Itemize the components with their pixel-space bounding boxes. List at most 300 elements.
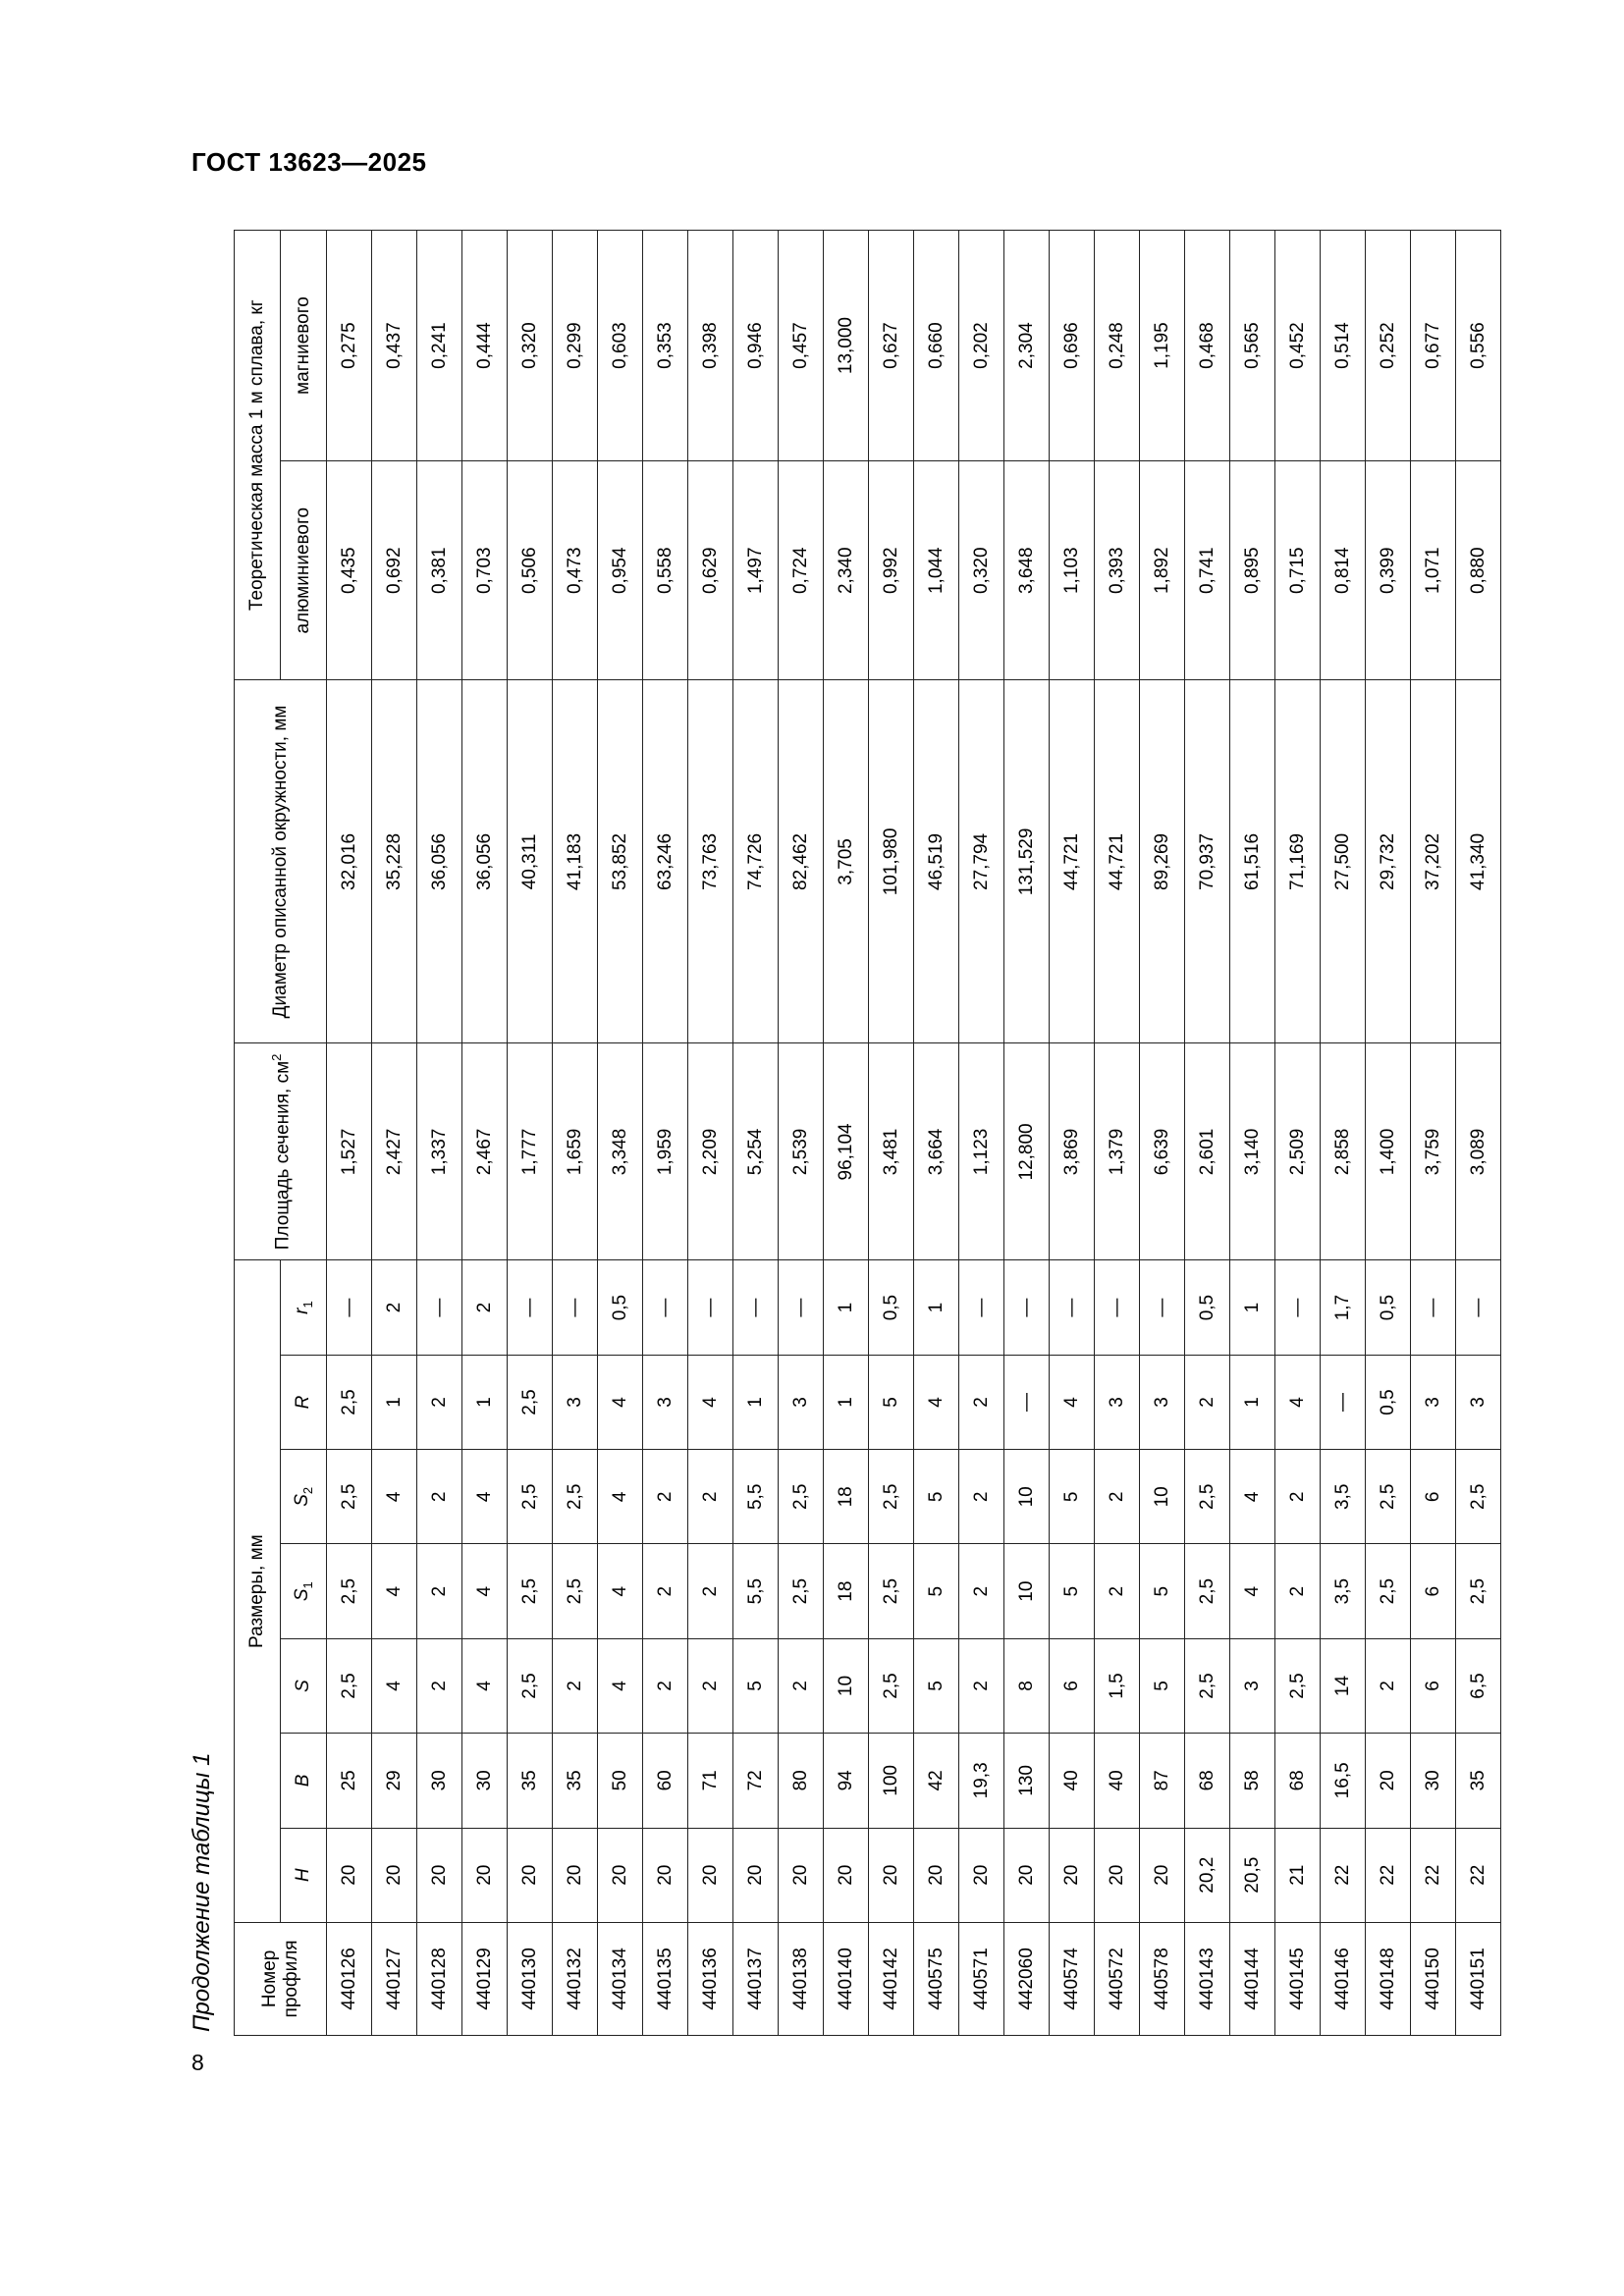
cell-S: 5 xyxy=(914,1638,959,1733)
cell-R: 4 xyxy=(1050,1355,1095,1449)
cell-r1: — xyxy=(1456,1260,1501,1355)
cell-S: 2 xyxy=(553,1638,598,1733)
cell-B: 71 xyxy=(688,1734,733,1828)
cell-diam: 41,183 xyxy=(553,680,598,1043)
cell-r1: 2 xyxy=(462,1260,508,1355)
cell-num: 440572 xyxy=(1095,1922,1140,2035)
cell-r1: — xyxy=(1095,1260,1140,1355)
cell-num: 440146 xyxy=(1321,1922,1366,2035)
cell-area: 1,959 xyxy=(643,1043,688,1260)
header-r1-base: r xyxy=(292,1308,313,1314)
header-area xyxy=(235,1043,327,1260)
cell-S1: 4 xyxy=(372,1544,417,1638)
cell-H: 20 xyxy=(643,1828,688,1922)
cell-B: 80 xyxy=(779,1734,824,1828)
cell-num: 440137 xyxy=(733,1922,779,2035)
cell-al: 0,741 xyxy=(1185,461,1230,680)
cell-r1: — xyxy=(688,1260,733,1355)
header-R: R xyxy=(281,1355,327,1449)
cell-S2: 2 xyxy=(1095,1450,1140,1544)
cell-S1: 2 xyxy=(417,1544,462,1638)
cell-R: 1 xyxy=(824,1355,869,1449)
cell-al: 0,814 xyxy=(1321,461,1366,680)
cell-R: 0,5 xyxy=(1366,1355,1411,1449)
cell-R: 1 xyxy=(462,1355,508,1449)
cell-R: 3 xyxy=(553,1355,598,1449)
cell-H: 22 xyxy=(1321,1828,1366,1922)
cell-S2: 4 xyxy=(1230,1450,1275,1544)
cell-diam: 61,516 xyxy=(1230,680,1275,1043)
cell-num: 440145 xyxy=(1275,1922,1321,2035)
cell-H: 20 xyxy=(779,1828,824,1922)
table-row xyxy=(417,231,462,2036)
table-body xyxy=(327,231,1501,2036)
cell-diam: 46,519 xyxy=(914,680,959,1043)
cell-S: 2 xyxy=(643,1638,688,1733)
cell-R: 3 xyxy=(1411,1355,1456,1449)
header-S2-sub: 2 xyxy=(299,1486,315,1495)
cell-B: 40 xyxy=(1095,1734,1140,1828)
cell-r1: — xyxy=(327,1260,372,1355)
table-row xyxy=(1456,231,1501,2036)
cell-r1: — xyxy=(1050,1260,1095,1355)
cell-S1: 2,5 xyxy=(508,1544,553,1638)
cell-B: 42 xyxy=(914,1734,959,1828)
cell-R: — xyxy=(1004,1355,1050,1449)
cell-R: 1 xyxy=(372,1355,417,1449)
cell-num: 440129 xyxy=(462,1922,508,2035)
table-row xyxy=(643,231,688,2036)
cell-al: 1,071 xyxy=(1411,461,1456,680)
table-row xyxy=(1321,231,1366,2036)
cell-diam: 89,269 xyxy=(1140,680,1185,1043)
cell-S: 2,5 xyxy=(508,1638,553,1733)
table-container xyxy=(234,230,1489,2036)
cell-B: 68 xyxy=(1275,1734,1321,1828)
cell-num: 440132 xyxy=(553,1922,598,2035)
cell-al: 1,044 xyxy=(914,461,959,680)
cell-S1: 18 xyxy=(824,1544,869,1638)
cell-S2: 10 xyxy=(1140,1450,1185,1544)
cell-B: 25 xyxy=(327,1734,372,1828)
cell-area: 1,123 xyxy=(959,1043,1004,1260)
cell-al: 0,629 xyxy=(688,461,733,680)
cell-R: 1 xyxy=(733,1355,779,1449)
cell-B: 40 xyxy=(1050,1734,1095,1828)
cell-H: 20 xyxy=(959,1828,1004,1922)
cell-r1: — xyxy=(779,1260,824,1355)
cell-al: 0,715 xyxy=(1275,461,1321,680)
cell-B: 72 xyxy=(733,1734,779,1828)
cell-B: 94 xyxy=(824,1734,869,1828)
cell-area: 2,467 xyxy=(462,1043,508,1260)
cell-S1: 2 xyxy=(643,1544,688,1638)
header-S: S xyxy=(281,1638,327,1733)
cell-area: 6,639 xyxy=(1140,1043,1185,1260)
cell-num: 440151 xyxy=(1456,1922,1501,2035)
cell-H: 20 xyxy=(508,1828,553,1922)
cell-H: 20,2 xyxy=(1185,1828,1230,1922)
table-row xyxy=(733,231,779,2036)
cell-r1: — xyxy=(959,1260,1004,1355)
cell-al: 0,895 xyxy=(1230,461,1275,680)
cell-S: 10 xyxy=(824,1638,869,1733)
cell-S1: 2 xyxy=(959,1544,1004,1638)
cell-al: 0,703 xyxy=(462,461,508,680)
cell-R: 4 xyxy=(598,1355,643,1449)
header-area-text: Площадь сечения, см xyxy=(272,1060,294,1251)
cell-R: 3 xyxy=(1095,1355,1140,1449)
cell-B: 30 xyxy=(462,1734,508,1828)
cell-al: 0,880 xyxy=(1456,461,1501,680)
cell-diam: 131,529 xyxy=(1004,680,1050,1043)
table-row xyxy=(914,231,959,2036)
table-row xyxy=(1050,231,1095,2036)
cell-S2: 2,5 xyxy=(327,1450,372,1544)
cell-diam: 63,246 xyxy=(643,680,688,1043)
cell-S1: 2,5 xyxy=(1185,1544,1230,1638)
cell-S: 4 xyxy=(462,1638,508,1733)
cell-S2: 2,5 xyxy=(869,1450,914,1544)
cell-S1: 2,5 xyxy=(553,1544,598,1638)
cell-r1: — xyxy=(643,1260,688,1355)
cell-S1: 5,5 xyxy=(733,1544,779,1638)
cell-num: 440136 xyxy=(688,1922,733,2035)
cell-H: 20 xyxy=(553,1828,598,1922)
cell-B: 19,3 xyxy=(959,1734,1004,1828)
cell-S2: 2 xyxy=(688,1450,733,1544)
cell-r1: — xyxy=(553,1260,598,1355)
cell-diam: 73,763 xyxy=(688,680,733,1043)
cell-S1: 4 xyxy=(462,1544,508,1638)
cell-al: 1,892 xyxy=(1140,461,1185,680)
cell-S: 6,5 xyxy=(1456,1638,1501,1733)
cell-area: 1,337 xyxy=(417,1043,462,1260)
cell-R: 1 xyxy=(1230,1355,1275,1449)
cell-R: 4 xyxy=(688,1355,733,1449)
cell-num: 440127 xyxy=(372,1922,417,2035)
profiles-table xyxy=(234,230,1501,2036)
header-S2-base: S xyxy=(292,1494,313,1507)
cell-num: 440574 xyxy=(1050,1922,1095,2035)
cell-S1: 5 xyxy=(1140,1544,1185,1638)
cell-diam: 41,340 xyxy=(1456,680,1501,1043)
table-caption: Продолжение таблицы 1 xyxy=(189,1752,215,2032)
cell-area: 2,209 xyxy=(688,1043,733,1260)
cell-area: 3,140 xyxy=(1230,1043,1275,1260)
table-row xyxy=(1140,231,1185,2036)
cell-R: 3 xyxy=(1456,1355,1501,1449)
cell-r1: 1 xyxy=(1230,1260,1275,1355)
document-header: ГОСТ 13623—2025 xyxy=(191,147,427,177)
cell-R: 3 xyxy=(643,1355,688,1449)
cell-H: 21 xyxy=(1275,1828,1321,1922)
cell-r1: 1,7 xyxy=(1321,1260,1366,1355)
cell-r1: — xyxy=(508,1260,553,1355)
cell-S1: 2,5 xyxy=(327,1544,372,1638)
cell-r1: 0,5 xyxy=(598,1260,643,1355)
cell-area: 2,539 xyxy=(779,1043,824,1260)
cell-S: 8 xyxy=(1004,1638,1050,1733)
cell-mg: 0,457 xyxy=(779,231,824,461)
table-row xyxy=(462,231,508,2036)
cell-R: 4 xyxy=(1275,1355,1321,1449)
cell-S2: 2 xyxy=(1275,1450,1321,1544)
cell-diam: 53,852 xyxy=(598,680,643,1043)
cell-mg: 0,627 xyxy=(869,231,914,461)
cell-H: 20 xyxy=(598,1828,643,1922)
cell-diam: 70,937 xyxy=(1185,680,1230,1043)
cell-S2: 2,5 xyxy=(1185,1450,1230,1544)
cell-num: 440571 xyxy=(959,1922,1004,2035)
cell-B: 68 xyxy=(1185,1734,1230,1828)
table-row xyxy=(1366,231,1411,2036)
cell-al: 0,473 xyxy=(553,461,598,680)
cell-H: 20 xyxy=(417,1828,462,1922)
table-row xyxy=(508,231,553,2036)
cell-S1: 5 xyxy=(1050,1544,1095,1638)
cell-area: 3,481 xyxy=(869,1043,914,1260)
cell-R: 2,5 xyxy=(508,1355,553,1449)
cell-al: 3,648 xyxy=(1004,461,1050,680)
cell-diam: 3,705 xyxy=(824,680,869,1043)
cell-H: 20,5 xyxy=(1230,1828,1275,1922)
cell-diam: 44,721 xyxy=(1050,680,1095,1043)
cell-S2: 2 xyxy=(959,1450,1004,1544)
cell-al: 1,103 xyxy=(1050,461,1095,680)
cell-B: 20 xyxy=(1366,1734,1411,1828)
table-row xyxy=(1275,231,1321,2036)
cell-area: 3,759 xyxy=(1411,1043,1456,1260)
table-row xyxy=(688,231,733,2036)
cell-B: 35 xyxy=(1456,1734,1501,1828)
cell-S2: 2,5 xyxy=(779,1450,824,1544)
cell-r1: 1 xyxy=(824,1260,869,1355)
cell-H: 20 xyxy=(372,1828,417,1922)
header-S1-sub: 1 xyxy=(299,1581,315,1589)
cell-diam: 40,311 xyxy=(508,680,553,1043)
cell-H: 22 xyxy=(1411,1828,1456,1922)
cell-al: 0,320 xyxy=(959,461,1004,680)
cell-area: 2,427 xyxy=(372,1043,417,1260)
cell-S: 6 xyxy=(1050,1638,1095,1733)
cell-B: 29 xyxy=(372,1734,417,1828)
cell-r1: 0,5 xyxy=(869,1260,914,1355)
table-row xyxy=(959,231,1004,2036)
cell-H: 20 xyxy=(327,1828,372,1922)
cell-r1: — xyxy=(1275,1260,1321,1355)
cell-S2: 6 xyxy=(1411,1450,1456,1544)
cell-R: 2 xyxy=(1185,1355,1230,1449)
cell-H: 22 xyxy=(1456,1828,1501,1922)
cell-S: 2,5 xyxy=(1275,1638,1321,1733)
cell-S1: 4 xyxy=(598,1544,643,1638)
cell-R: 3 xyxy=(1140,1355,1185,1449)
cell-mg: 0,603 xyxy=(598,231,643,461)
cell-S2: 5 xyxy=(1050,1450,1095,1544)
cell-H: 20 xyxy=(688,1828,733,1922)
cell-al: 0,992 xyxy=(869,461,914,680)
cell-S1: 2,5 xyxy=(1366,1544,1411,1638)
cell-B: 60 xyxy=(643,1734,688,1828)
header-area-sup: 2 xyxy=(269,1053,285,1061)
cell-S2: 2 xyxy=(417,1450,462,1544)
cell-S1: 4 xyxy=(1230,1544,1275,1638)
cell-r1: 2 xyxy=(372,1260,417,1355)
table-row xyxy=(1185,231,1230,2036)
page-number: 8 xyxy=(191,2050,204,2075)
cell-S: 2,5 xyxy=(869,1638,914,1733)
cell-r1: — xyxy=(733,1260,779,1355)
cell-al: 0,399 xyxy=(1366,461,1411,680)
cell-B: 30 xyxy=(417,1734,462,1828)
cell-S: 2,5 xyxy=(1185,1638,1230,1733)
cell-area: 1,400 xyxy=(1366,1043,1411,1260)
cell-area: 2,601 xyxy=(1185,1043,1230,1260)
cell-mg: 0,320 xyxy=(508,231,553,461)
cell-diam: 82,462 xyxy=(779,680,824,1043)
cell-S2: 10 xyxy=(1004,1450,1050,1544)
cell-al: 0,435 xyxy=(327,461,372,680)
cell-R: — xyxy=(1321,1355,1366,1449)
cell-B: 35 xyxy=(553,1734,598,1828)
table-row xyxy=(327,231,372,2036)
cell-R: 2 xyxy=(959,1355,1004,1449)
header-r1 xyxy=(281,1260,327,1355)
cell-area: 5,254 xyxy=(733,1043,779,1260)
cell-S2: 2,5 xyxy=(553,1450,598,1544)
cell-S1: 5 xyxy=(914,1544,959,1638)
cell-diam: 101,980 xyxy=(869,680,914,1043)
cell-R: 3 xyxy=(779,1355,824,1449)
cell-S2: 2,5 xyxy=(508,1450,553,1544)
cell-diam: 27,794 xyxy=(959,680,1004,1043)
cell-al: 0,393 xyxy=(1095,461,1140,680)
cell-S: 1,5 xyxy=(1095,1638,1140,1733)
cell-area: 3,348 xyxy=(598,1043,643,1260)
table-row xyxy=(1230,231,1275,2036)
cell-H: 20 xyxy=(824,1828,869,1922)
cell-al: 0,506 xyxy=(508,461,553,680)
cell-H: 20 xyxy=(1004,1828,1050,1922)
cell-S: 3 xyxy=(1230,1638,1275,1733)
cell-S: 4 xyxy=(372,1638,417,1733)
cell-area: 1,527 xyxy=(327,1043,372,1260)
cell-S1: 2,5 xyxy=(779,1544,824,1638)
cell-mg: 0,299 xyxy=(553,231,598,461)
cell-S2: 4 xyxy=(372,1450,417,1544)
cell-S2: 3,5 xyxy=(1321,1450,1366,1544)
cell-S: 2 xyxy=(779,1638,824,1733)
cell-mg: 0,677 xyxy=(1411,231,1456,461)
cell-mg: 0,444 xyxy=(462,231,508,461)
cell-B: 35 xyxy=(508,1734,553,1828)
cell-num: 440126 xyxy=(327,1922,372,2035)
cell-H: 20 xyxy=(1050,1828,1095,1922)
cell-S1: 2,5 xyxy=(1456,1544,1501,1638)
cell-S: 6 xyxy=(1411,1638,1456,1733)
header-S2 xyxy=(281,1450,327,1544)
cell-diam: 37,202 xyxy=(1411,680,1456,1043)
cell-R: 5 xyxy=(869,1355,914,1449)
cell-al: 2,340 xyxy=(824,461,869,680)
cell-area: 1,659 xyxy=(553,1043,598,1260)
cell-S2: 2 xyxy=(643,1450,688,1544)
cell-S: 4 xyxy=(598,1638,643,1733)
cell-S2: 4 xyxy=(598,1450,643,1544)
cell-B: 16,5 xyxy=(1321,1734,1366,1828)
cell-diam: 32,016 xyxy=(327,680,372,1043)
cell-S: 2 xyxy=(417,1638,462,1733)
table-row xyxy=(824,231,869,2036)
cell-mg: 0,241 xyxy=(417,231,462,461)
cell-area: 2,858 xyxy=(1321,1043,1366,1260)
cell-S: 2,5 xyxy=(327,1638,372,1733)
cell-mg: 0,565 xyxy=(1230,231,1275,461)
cell-H: 22 xyxy=(1366,1828,1411,1922)
table-row xyxy=(1411,231,1456,2036)
cell-diam: 71,169 xyxy=(1275,680,1321,1043)
cell-al: 0,381 xyxy=(417,461,462,680)
cell-mg: 0,696 xyxy=(1050,231,1095,461)
table-row xyxy=(598,231,643,2036)
cell-S2: 5 xyxy=(914,1450,959,1544)
cell-r1: — xyxy=(1140,1260,1185,1355)
cell-al: 0,954 xyxy=(598,461,643,680)
cell-H: 20 xyxy=(733,1828,779,1922)
table-row xyxy=(779,231,824,2036)
cell-H: 20 xyxy=(914,1828,959,1922)
cell-R: 2 xyxy=(417,1355,462,1449)
cell-area: 3,664 xyxy=(914,1043,959,1260)
cell-S1: 3,5 xyxy=(1321,1544,1366,1638)
cell-S2: 4 xyxy=(462,1450,508,1544)
cell-S: 14 xyxy=(1321,1638,1366,1733)
cell-mg: 0,275 xyxy=(327,231,372,461)
cell-r1: — xyxy=(1411,1260,1456,1355)
cell-mg: 1,195 xyxy=(1140,231,1185,461)
cell-H: 20 xyxy=(1140,1828,1185,1922)
cell-mg: 0,514 xyxy=(1321,231,1366,461)
cell-diam: 29,732 xyxy=(1366,680,1411,1043)
cell-num: 440135 xyxy=(643,1922,688,2035)
cell-num: 440143 xyxy=(1185,1922,1230,2035)
cell-S1: 2 xyxy=(688,1544,733,1638)
cell-area: 3,869 xyxy=(1050,1043,1095,1260)
table-row xyxy=(869,231,914,2036)
cell-area: 3,089 xyxy=(1456,1043,1501,1260)
cell-r1: — xyxy=(417,1260,462,1355)
cell-B: 100 xyxy=(869,1734,914,1828)
table-row xyxy=(1095,231,1140,2036)
cell-S1: 10 xyxy=(1004,1544,1050,1638)
cell-r1: 0,5 xyxy=(1185,1260,1230,1355)
header-S1-base: S xyxy=(292,1588,313,1602)
cell-al: 0,558 xyxy=(643,461,688,680)
cell-S: 2 xyxy=(959,1638,1004,1733)
cell-S2: 5,5 xyxy=(733,1450,779,1544)
cell-S: 5 xyxy=(733,1638,779,1733)
cell-mg: 0,252 xyxy=(1366,231,1411,461)
cell-r1: — xyxy=(1004,1260,1050,1355)
cell-mg: 0,468 xyxy=(1185,231,1230,461)
cell-num: 440130 xyxy=(508,1922,553,2035)
header-magnesium: магниевого xyxy=(281,231,327,461)
header-profile-number: Номер профиля xyxy=(235,1922,327,2035)
header-B: B xyxy=(281,1734,327,1828)
cell-diam: 44,721 xyxy=(1095,680,1140,1043)
cell-area: 2,509 xyxy=(1275,1043,1321,1260)
